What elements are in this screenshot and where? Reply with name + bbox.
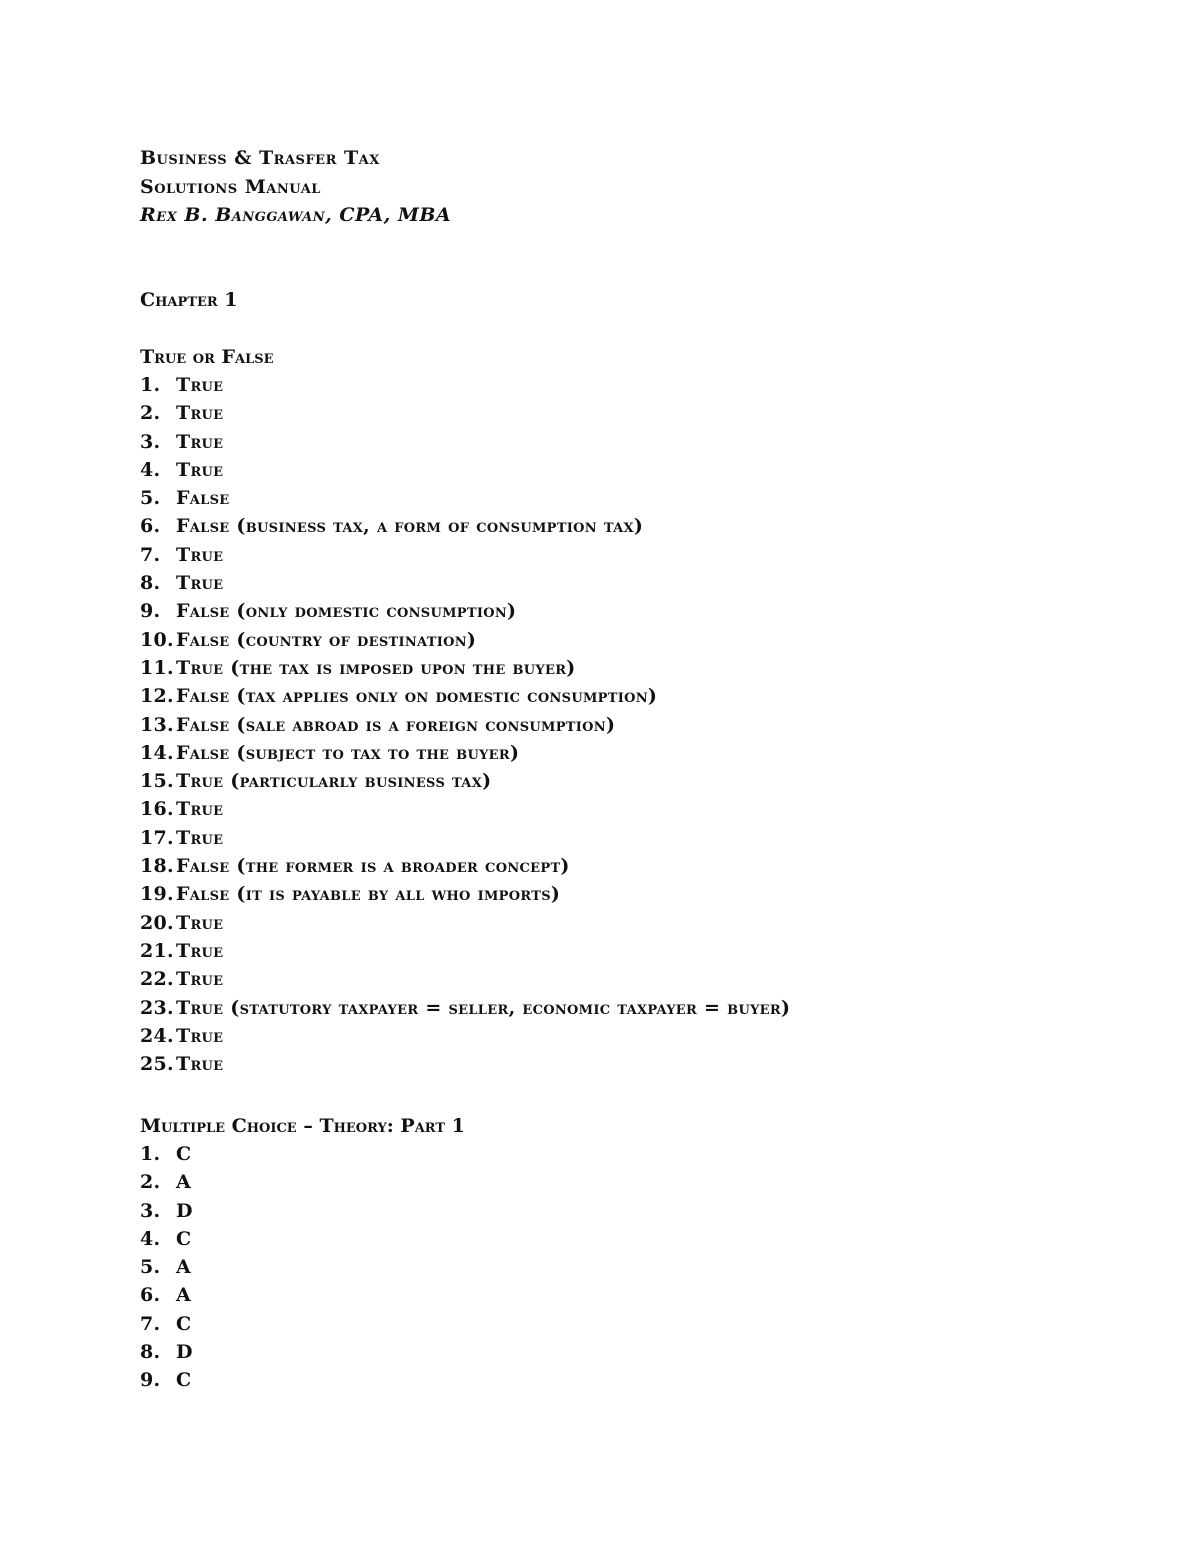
list-item-number: 22.	[140, 968, 174, 991]
list-item	[140, 654, 790, 682]
list-item-number: 24.	[140, 1024, 174, 1047]
list-item-answer: C	[176, 1143, 192, 1165]
list-item-number: 4.	[140, 458, 161, 481]
list-item-number: 9.	[140, 600, 161, 623]
list-item	[140, 399, 790, 427]
list-item-answer: D	[176, 1341, 193, 1364]
list-item	[140, 1338, 193, 1366]
list-item-number: 1.	[140, 374, 161, 396]
list-item-answer: False (tax applies only on domestic consumption)	[176, 685, 658, 708]
list-item-number: 13.	[140, 713, 174, 736]
list-item	[140, 711, 790, 739]
list-item-answer: False	[176, 487, 230, 510]
list-item-answer: True	[176, 402, 224, 425]
list-item-answer: C	[176, 1227, 192, 1250]
list-item-answer: True	[176, 458, 224, 481]
list-item	[140, 739, 790, 767]
list-item	[140, 512, 790, 540]
list-item	[140, 1253, 193, 1281]
list-item-number: 25.	[140, 1053, 174, 1076]
list-item-answer: True	[176, 1024, 224, 1047]
list-item-number: 19.	[140, 883, 174, 906]
list-item-answer: D	[176, 1199, 193, 1222]
list-item-answer: True (statutory taxpayer = seller, economic taxpayer = buyer)	[176, 996, 791, 1019]
list-item	[140, 1197, 193, 1225]
list-item	[140, 1168, 193, 1196]
list-item	[140, 456, 790, 484]
document-title-line1: Business & Trasfer Tax	[140, 147, 380, 169]
list-item-answer: A	[176, 1171, 192, 1194]
list-item	[140, 795, 790, 823]
list-item-answer: A	[176, 1256, 192, 1279]
list-item	[140, 852, 790, 880]
list-item-answer: True	[176, 1053, 224, 1076]
list-item	[140, 569, 790, 597]
list-item-number: 11.	[140, 656, 174, 679]
list-item	[140, 484, 790, 512]
list-item-number: 7.	[140, 1312, 161, 1335]
list-item-answer: False (it is payable by all who imports)	[176, 883, 561, 906]
list-item	[140, 428, 790, 456]
list-item-number: 9.	[140, 1369, 161, 1392]
list-item-number: 5.	[140, 487, 161, 510]
list-item-number: 10.	[140, 628, 174, 651]
list-item-number: 2.	[140, 1171, 161, 1194]
list-item-number: 18.	[140, 855, 174, 878]
list-item	[140, 597, 790, 625]
list-item-number: 2.	[140, 402, 161, 425]
list-item-number: 6.	[140, 1284, 161, 1307]
list-item-answer: True	[176, 430, 224, 453]
list-item-answer: True	[176, 543, 224, 566]
list-item-number: 23.	[140, 996, 174, 1019]
list-item	[140, 1310, 193, 1338]
document-header	[140, 144, 451, 230]
list-item	[140, 880, 790, 908]
list-item	[140, 1366, 193, 1394]
list-item-number: 16.	[140, 798, 174, 821]
list-item-answer: False (only domestic consumption)	[176, 600, 517, 623]
multiple-choice-list	[140, 1140, 193, 1395]
list-item	[140, 1281, 193, 1309]
list-item-number: 3.	[140, 1199, 161, 1222]
true-false-heading: True or False	[140, 346, 274, 368]
list-item-number: 21.	[140, 939, 174, 962]
list-item-answer: True	[176, 968, 224, 991]
list-item	[140, 767, 790, 795]
list-item	[140, 1022, 790, 1050]
list-item	[140, 682, 790, 710]
list-item-answer: False (sale abroad is a foreign consumption)	[176, 713, 616, 736]
list-item-number: 12.	[140, 685, 174, 708]
list-item-number: 4.	[140, 1227, 161, 1250]
list-item	[140, 909, 790, 937]
list-item-number: 8.	[140, 1341, 161, 1364]
list-item	[140, 937, 790, 965]
list-item-answer: True	[176, 798, 224, 821]
chapter-heading: Chapter 1	[140, 289, 238, 311]
list-item-answer: True	[176, 572, 224, 595]
list-item-number: 15.	[140, 770, 174, 793]
list-item-answer: A	[176, 1284, 192, 1307]
list-item	[140, 1225, 193, 1253]
list-item	[140, 541, 790, 569]
list-item-answer: C	[176, 1369, 192, 1392]
list-item	[140, 965, 790, 993]
list-item-answer: False (business tax, a form of consumption tax)	[176, 515, 644, 538]
list-item	[140, 824, 790, 852]
list-item-number: 20.	[140, 911, 174, 934]
list-item-number: 1.	[140, 1143, 161, 1165]
list-item-answer: True (the tax is imposed upon the buyer)	[176, 656, 576, 679]
true-false-list	[140, 371, 790, 1078]
list-item-answer: True (particularly business tax)	[176, 770, 492, 793]
list-item-number: 7.	[140, 543, 161, 566]
list-item-number: 14.	[140, 741, 174, 764]
list-item-number: 8.	[140, 572, 161, 595]
list-item-number: 6.	[140, 515, 161, 538]
document-title-line2: Solutions Manual	[140, 175, 321, 198]
list-item-answer: C	[176, 1312, 192, 1335]
list-item-number: 3.	[140, 430, 161, 453]
list-item-answer: False (the former is a broader concept)	[176, 855, 570, 878]
list-item-answer: True	[176, 374, 224, 396]
list-item-number: 5.	[140, 1256, 161, 1279]
list-item-answer: True	[176, 939, 224, 962]
list-item	[140, 626, 790, 654]
list-item-answer: True	[176, 826, 224, 849]
document-author: Rex B. Banggawan, CPA, MBA	[140, 204, 452, 226]
list-item	[140, 1140, 193, 1168]
list-item	[140, 371, 790, 399]
list-item-answer: False (subject to tax to the buyer)	[176, 741, 520, 764]
list-item-answer: True	[176, 911, 224, 934]
list-item-number: 17.	[140, 826, 174, 849]
list-item-answer: False (country of destination)	[176, 628, 477, 651]
list-item	[140, 994, 790, 1022]
multiple-choice-heading: Multiple Choice – Theory: Part 1	[140, 1115, 465, 1137]
list-item	[140, 1050, 790, 1078]
